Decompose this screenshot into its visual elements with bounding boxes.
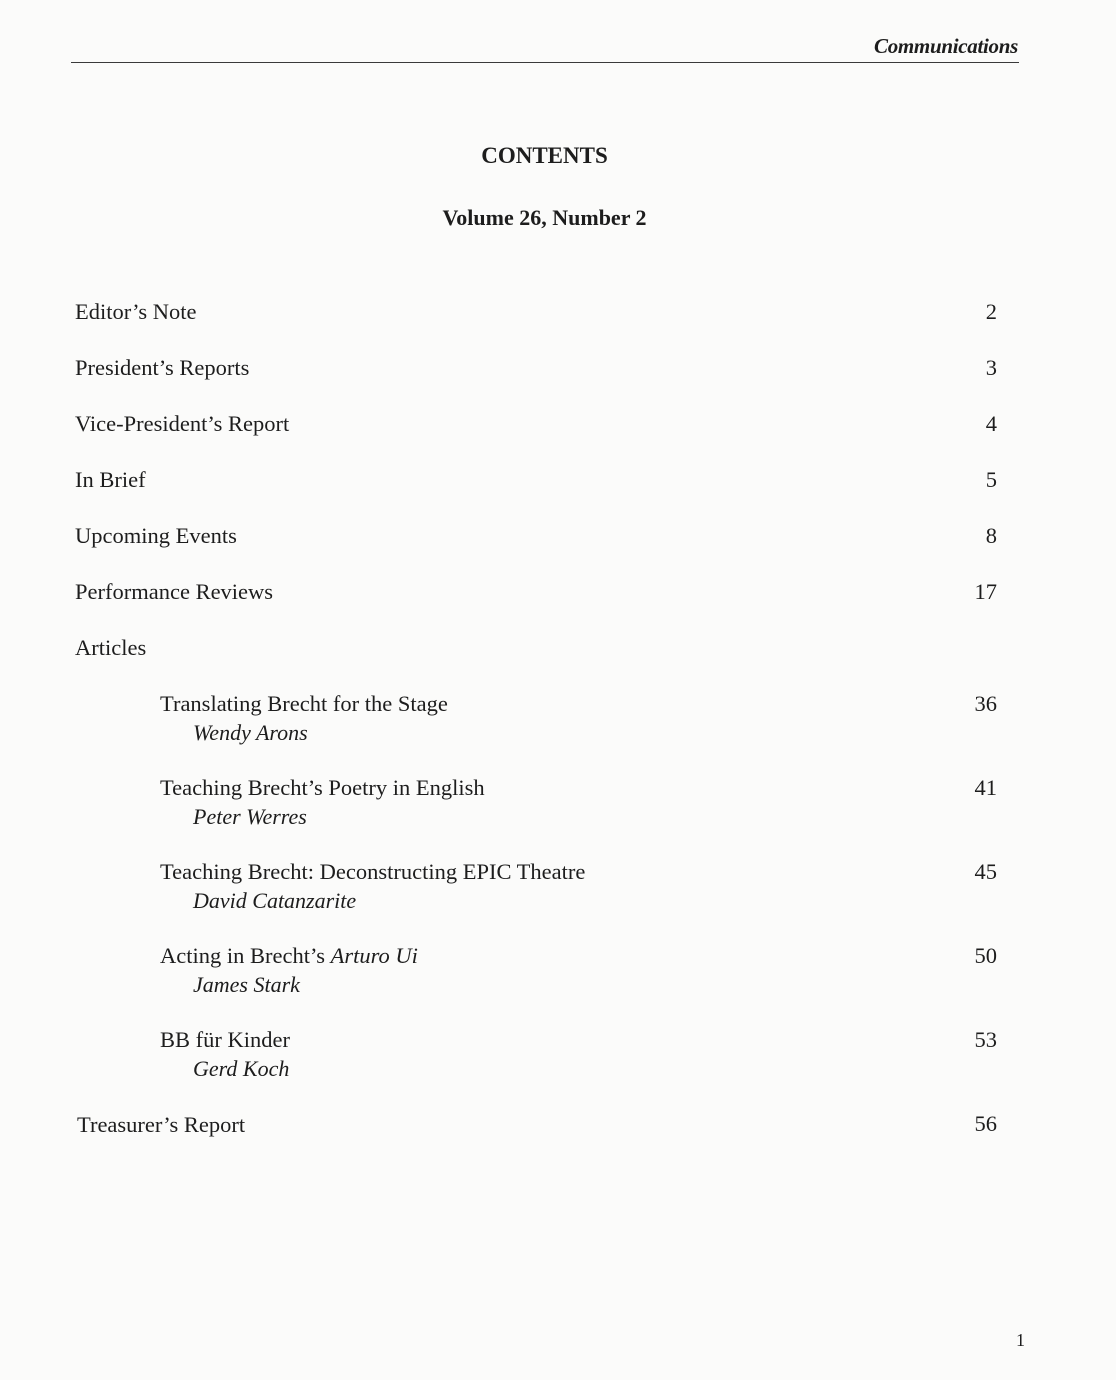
page-title: CONTENTS bbox=[481, 143, 608, 168]
toc-entry-performance-reviews: Performance Reviews bbox=[75, 579, 274, 604]
toc-page-number: 50 bbox=[974, 943, 997, 968]
toc-page-number: 2 bbox=[985, 299, 997, 324]
article-author: Wendy Arons bbox=[193, 720, 308, 745]
article-title: Teaching Brecht’s Poetry in English bbox=[160, 775, 485, 800]
article-author: Gerd Koch bbox=[193, 1056, 290, 1081]
toc-entry-presidents-reports: President’s Reports bbox=[75, 355, 250, 380]
article-title-text: Acting in Brecht’s bbox=[160, 943, 331, 968]
toc-page-number: 36 bbox=[974, 691, 997, 716]
toc-page-number: 17 bbox=[974, 579, 997, 604]
article-title bbox=[160, 943, 418, 969]
article-title: Translating Brecht for the Stage bbox=[160, 691, 448, 716]
article-title-italic: Arturo Ui bbox=[330, 943, 418, 968]
toc-page-number: 45 bbox=[974, 859, 997, 884]
toc-page-number: 56 bbox=[974, 1111, 997, 1136]
toc-entry-in-brief: In Brief bbox=[75, 467, 146, 492]
article-author: Peter Werres bbox=[193, 804, 307, 829]
toc-entry-treasurers-report: Treasurer’s Report bbox=[77, 1112, 246, 1137]
toc-section-articles: Articles bbox=[75, 635, 147, 660]
article-title: Teaching Brecht: Deconstructing EPIC Theatre bbox=[160, 859, 586, 884]
article-author: James Stark bbox=[193, 972, 300, 997]
toc-page-number: 5 bbox=[985, 467, 997, 492]
toc-page-number: 3 bbox=[985, 355, 997, 380]
article-title: BB für Kinder bbox=[160, 1027, 290, 1052]
toc-entry-editors-note: Editor’s Note bbox=[75, 299, 197, 324]
toc-entry-vice-presidents-report: Vice-President’s Report bbox=[75, 411, 290, 436]
toc-page-number: 8 bbox=[985, 523, 997, 548]
toc-page-number: 41 bbox=[974, 775, 997, 800]
toc-page-number: 53 bbox=[974, 1027, 997, 1052]
volume-number: Volume 26, Number 2 bbox=[442, 205, 647, 230]
header-rule bbox=[71, 62, 1019, 63]
page-number: 1 bbox=[1016, 1330, 1025, 1350]
toc-entry-upcoming-events: Upcoming Events bbox=[75, 523, 237, 548]
toc-page-number: 4 bbox=[985, 411, 997, 436]
running-head: Communications bbox=[873, 34, 1018, 58]
article-author: David Catanzarite bbox=[193, 888, 357, 913]
